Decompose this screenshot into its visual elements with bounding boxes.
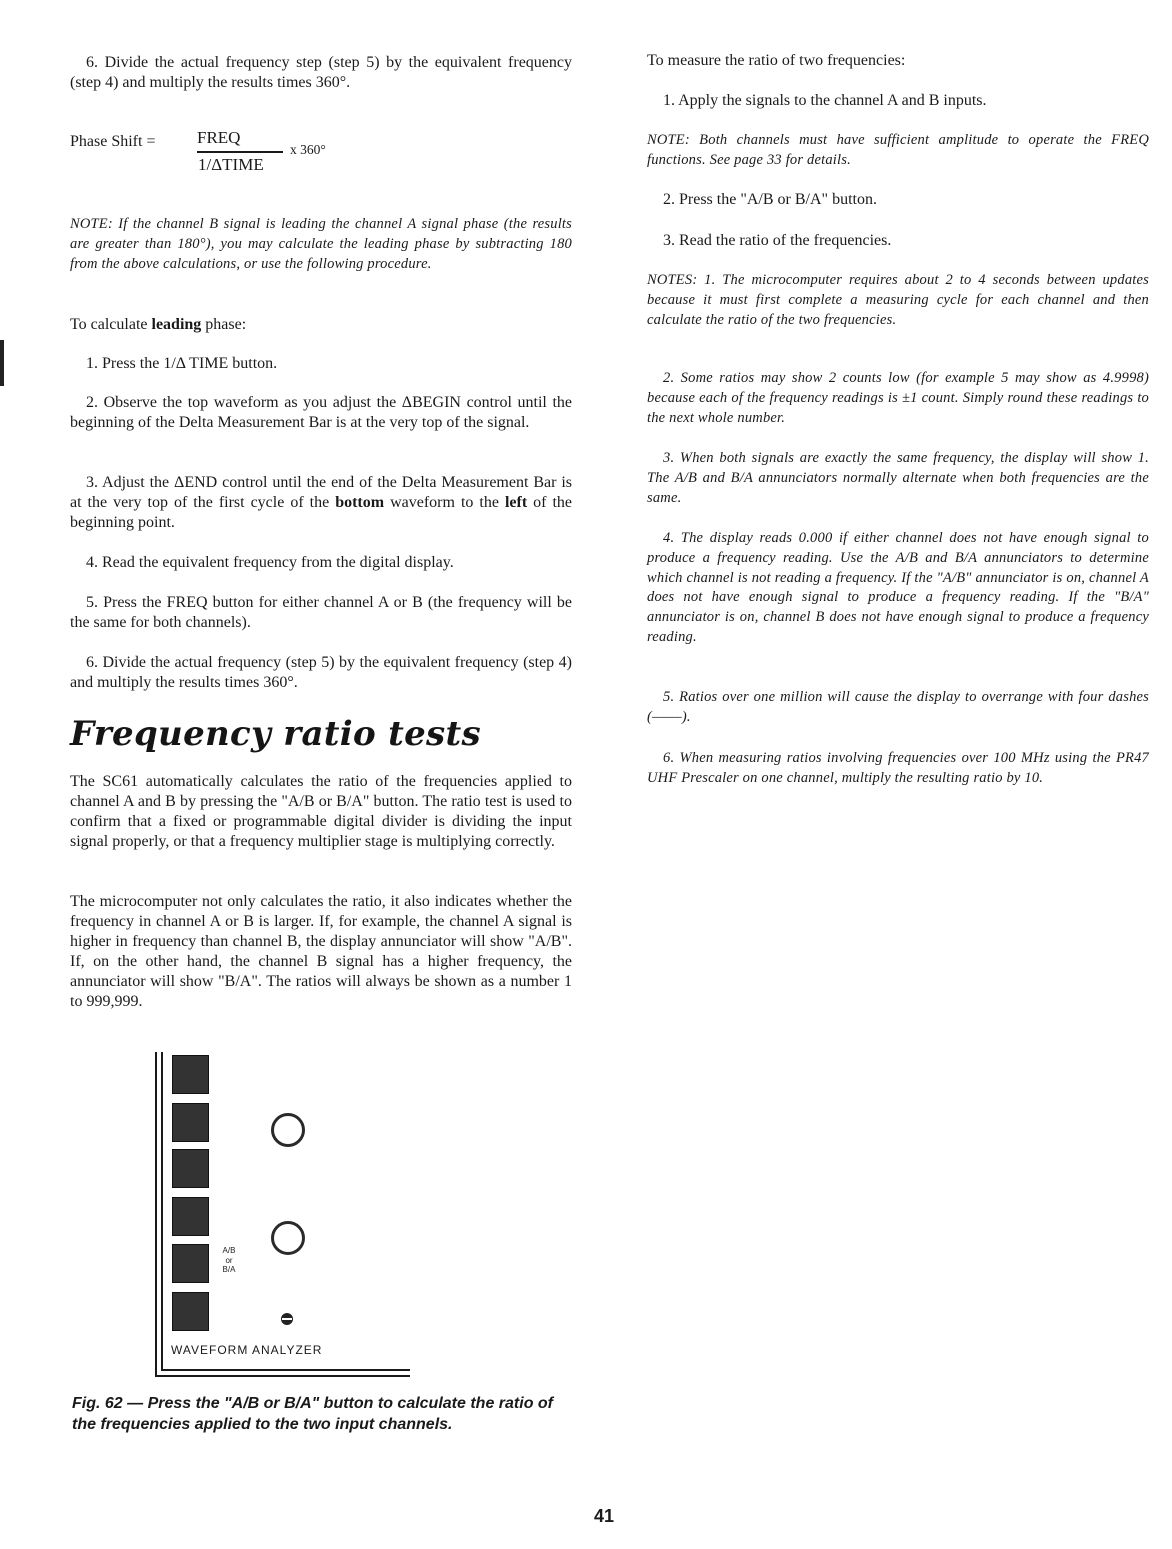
ann-line-3: B/A [222,1265,236,1274]
section-title: Frequency ratio tests [70,714,481,754]
panel-outer-edge [155,1052,157,1377]
input-jack-icon [271,1113,305,1147]
right-step3: 3. Read the ratio of the frequencies. [663,232,892,249]
note-amplitude: NOTE: Both channels must have sufficient amplitude to operate the FREQ functions. See page 33 for details. [647,132,1149,168]
left-step6: 6. Divide the actual frequency (step 5) by the equivalent frequency (step 4) and multiply the results times 360°. [70,654,572,691]
panel-button-6 [172,1292,209,1331]
ratio-para1: The SC61 automatically calculates the ratio of the frequencies applied to channel A and B by pressing the "A/B or B/A" button. The ratio test is used to confirm that a fixed or programmable digital divider is dividing the input signal properly, or that a frequency multiplier stage is multiplying correctly. [70,773,572,850]
indicator-led-icon [281,1313,293,1325]
step3-text-e: of the beginning point. [70,494,573,531]
right-step2: 2. Press the "A/B or B/A" button. [663,191,877,208]
formula-numerator: FREQ [197,128,241,147]
left-step2: 2. Observe the top waveform as you adjust the ΔBEGIN control until the beginning of the Delta Measurement Bar is at the very top of the signal. [70,394,572,431]
ann-line-1: A/B [222,1246,236,1255]
step3-text-c: waveform to the [384,494,505,511]
ratio-annunciator-label [217,1246,241,1275]
panel-button-1 [172,1055,209,1094]
calc-intro-text: To calculate [70,316,152,333]
formula-fraction [197,128,283,178]
panel-button-4 [172,1197,209,1236]
page-number: 41 [594,1506,615,1526]
step3-bold-left: left [504,494,528,511]
ann-line-2: or [225,1255,233,1265]
right-step1: 1. Apply the signals to the channel A and B inputs. [663,92,987,109]
formula-label: Phase Shift = [70,133,156,150]
step6-top: 6. Divide the actual frequency step (step 5) by the equivalent frequency (step 4) and multiply the results times 360°. [70,54,572,91]
left-step5: 5. Press the FREQ button for either channel A or B (the frequency will be the same for both channels). [70,594,572,631]
notes-4: 4. The display reads 0.000 if either channel does not have enough signal to produce a frequency reading. Use the A/B and B/A annunciators to determine which channel is not reading a frequency. If the "A/B" annunciator is on, channel A does not have enough signal to produce a frequency reading. If the "B/A" annunciator is on, channel B does not have enough signal to produce a frequency reading. [647,530,1149,645]
note-leading-phase: NOTE: If the channel B signal is leading the channel A signal phase (the results are greater than 180°), you may calculate the leading phase by subtracting 180 from the above calculations, or use the following procedure. [70,216,572,272]
panel-inner-bottom [161,1369,410,1371]
left-step1: 1. Press the 1/Δ TIME button. [86,355,278,372]
formula-multiplier: x 360° [290,142,326,157]
panel-button-2 [172,1103,209,1142]
step3-bold-bottom: bottom [335,494,385,511]
fraction-bar [197,151,283,153]
right-intro: To measure the ratio of two frequencies: [647,52,906,69]
panel-button-3 [172,1149,209,1188]
ratio-para2: The microcomputer not only calculates the ratio, it also indicates whether the frequency in channel A or B is larger. If, for example, the channel A signal is higher in frequency than channel B, the display annunciator will show "A/B". If, on the other hand, the channel B signal has a higher frequency, the annunciator will show "B/A". The ratios will always be shown as a number 1 to 999,999. [70,893,572,1010]
panel-outer-bottom [155,1375,410,1377]
waveform-analyzer-panel-figure [155,1050,410,1377]
formula-denominator: 1/ΔTIME [198,155,264,174]
panel-inner-edge [161,1052,163,1370]
notes-6: 6. When measuring ratios involving frequencies over 100 MHz using the PR47 UHF Prescaler on one channel, multiply the resulting ratio by 10. [647,750,1149,786]
left-step3 [70,473,572,533]
notes-1: NOTES: 1. The microcomputer requires about 2 to 4 seconds between updates because it must first complete a measuring cycle for each channel and then calculate the ratio of the two frequencies. [647,272,1149,328]
notes-5: 5. Ratios over one million will cause the display to overrange with four dashes (––––). [647,689,1149,725]
calc-leading-intro [70,315,572,335]
left-step4: 4. Read the equivalent frequency from the digital display. [86,554,454,571]
calc-intro-text-end: phase: [201,316,247,333]
calc-intro-bold: leading [151,316,202,333]
input-jack-icon [271,1221,305,1255]
figure-caption: Fig. 62 — Press the "A/B or B/A" button to calculate the ratio of the frequencies applied to the two input channels. [72,1395,554,1433]
panel-label: WAVEFORM ANALYZER [171,1343,323,1357]
notes-3: 3. When both signals are exactly the same frequency, the display will show 1. The A/B and B/A annunciators normally alternate when both frequencies are the same. [647,450,1149,506]
notes-2: 2. Some ratios may show 2 counts low (for example 5 may show as 4.9998) because each of the frequency readings is ±1 count. Simply round these readings to the next whole number. [647,370,1149,426]
ratio-button [172,1244,209,1283]
scan-edge-mark [0,340,4,386]
step3-text-a: 3. Adjust the ΔEND control until the end of the Delta Measurement Bar is at the very top of the first cycle of the [70,474,572,511]
